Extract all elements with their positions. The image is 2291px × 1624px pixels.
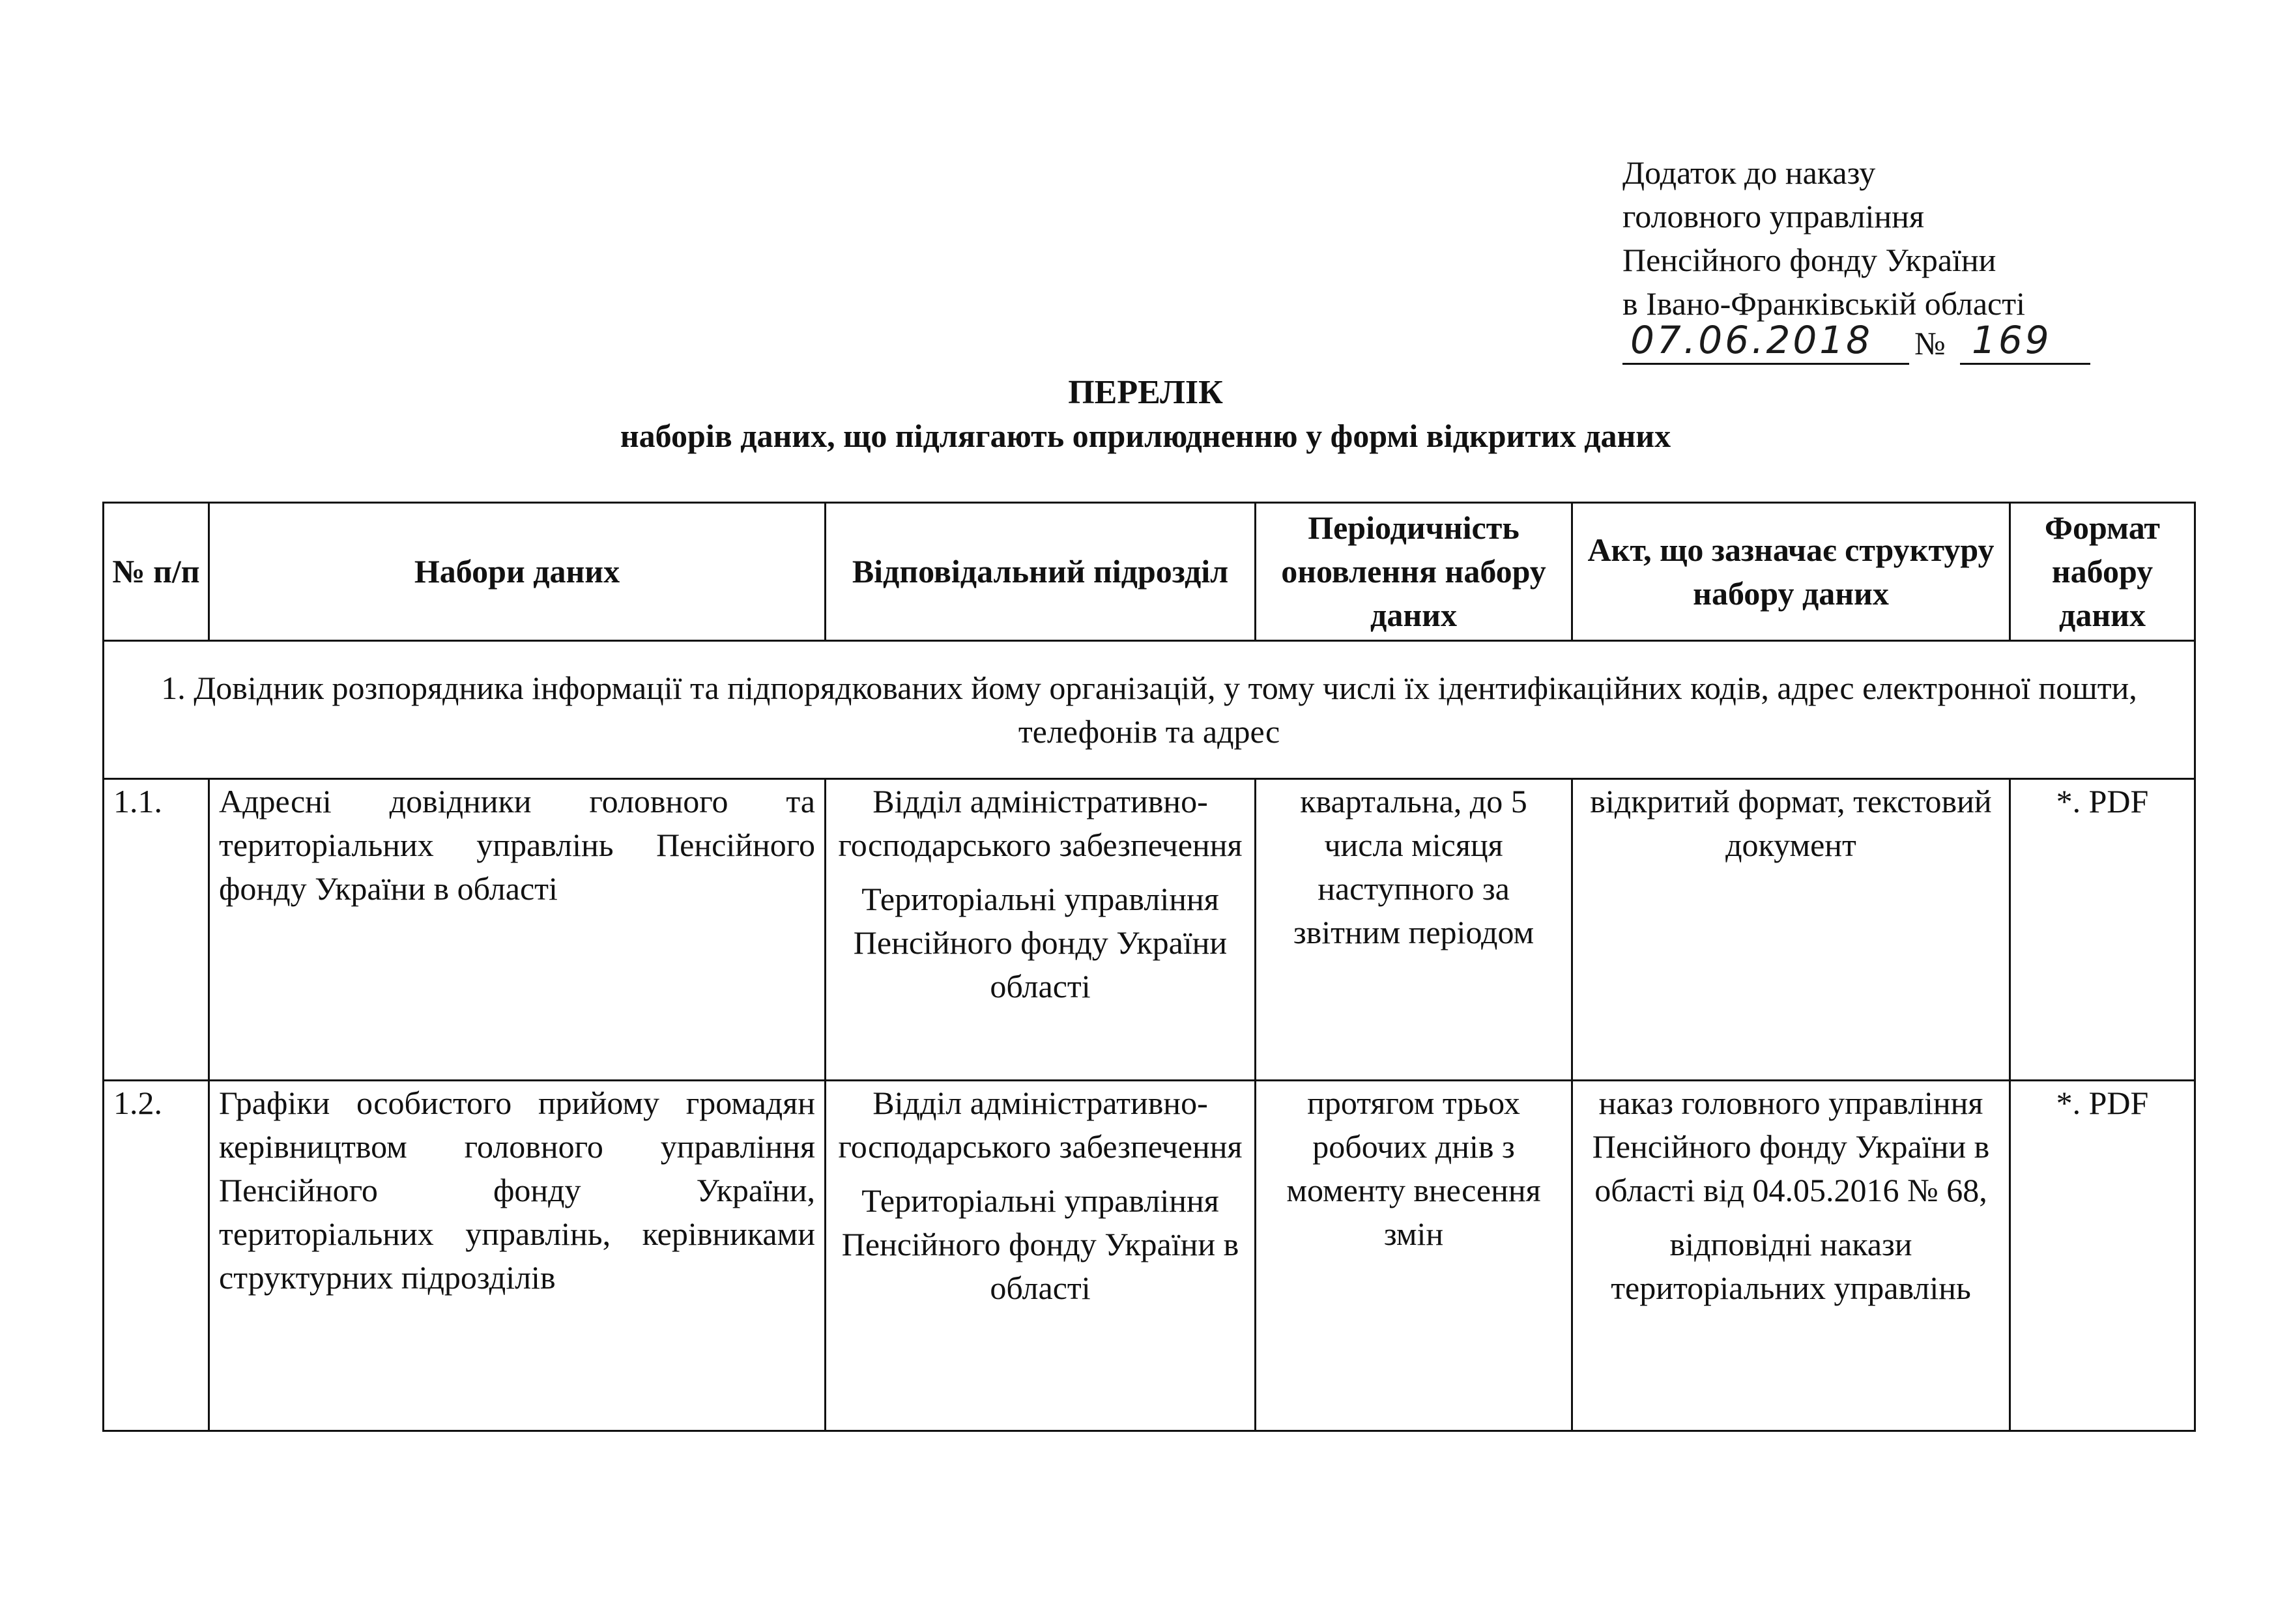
header-act: Акт, що зазначає структуру набору даних — [1572, 503, 2010, 641]
appendix-line: Додаток до наказу — [1622, 154, 1876, 191]
section-title: 1. Довідник розпорядника інформації та підпорядкованих йому організацій, у тому числі їх ідентифікаційних кодів, адрес електронної пошти, телефонів та адрес — [104, 641, 2195, 779]
department-text: Відділ адміністративно-господарського забезпечення — [838, 783, 1243, 863]
cell-format: *. PDF — [2010, 779, 2195, 1081]
cell-dataset-name — [209, 779, 826, 1081]
cell-format: *. PDF — [2010, 1081, 2195, 1431]
appendix-line: Пенсійного фонду України — [1622, 242, 1996, 278]
order-date-number — [1622, 315, 2092, 367]
section-row — [104, 641, 2195, 779]
cell-department — [826, 779, 1256, 1081]
appendix-header — [1622, 151, 2183, 326]
department-text: Територіальні управління Пенсійного фонду України області — [853, 881, 1228, 1004]
header-department: Відповідальний підрозділ — [826, 503, 1256, 641]
cell-act — [1572, 1081, 2010, 1431]
dataset-name-text: Адресні довідники головного та територіальних управлінь Пенсійного фонду України в області — [219, 783, 815, 907]
cell-number: 1.1. — [104, 779, 209, 1081]
dataset-name-text: Графіки особистого прийому громадян керівництвом головного управління Пенсійного фонду України, територіальних управлінь, керівниками структурних підрозділів — [219, 1085, 815, 1296]
header-number: № п/п — [104, 503, 209, 641]
appendix-line: в Івано-Франківській області — [1622, 285, 2025, 322]
cell-periodicity: квартальна, до 5 числа місяця наступного за звітним періодом — [1256, 779, 1572, 1081]
act-text: відповідні накази територіальних управлінь — [1611, 1226, 1971, 1306]
header-datasets: Набори даних — [209, 503, 826, 641]
header-periodicity: Періодичність оновлення набору даних — [1256, 503, 1572, 641]
order-number: 169 — [1960, 315, 2090, 365]
cell-department — [826, 1081, 1256, 1431]
act-text: відкритий формат, текстовий документ — [1590, 783, 1992, 863]
table-header-row — [104, 503, 2195, 641]
cell-periodicity: протягом трьох робочих днів з моменту внесення змін — [1256, 1081, 1572, 1431]
order-number-label: № — [1914, 325, 1946, 362]
act-text: наказ головного управління Пенсійного фонду України в області від 04.05.2016 № 68, — [1592, 1085, 1990, 1208]
cell-act — [1572, 779, 2010, 1081]
document-title: ПЕРЕЛІК — [1068, 374, 1223, 411]
header-format: Формат набору даних — [2010, 503, 2195, 641]
table-row — [104, 779, 2195, 1081]
cell-number: 1.2. — [104, 1081, 209, 1431]
table-row — [104, 1081, 2195, 1431]
department-text: Відділ адміністративно-господарського забезпечення — [838, 1085, 1243, 1165]
cell-dataset-name — [209, 1081, 826, 1431]
document-subtitle: наборів даних, що підлягають оприлюдненню у формі відкритих даних — [620, 418, 1671, 454]
appendix-line: головного управління — [1622, 198, 1924, 235]
department-text: Територіальні управління Пенсійного фонду України в області — [841, 1182, 1239, 1306]
order-date: 07.06.2018 — [1622, 315, 1909, 365]
datasets-table — [102, 502, 2196, 1432]
